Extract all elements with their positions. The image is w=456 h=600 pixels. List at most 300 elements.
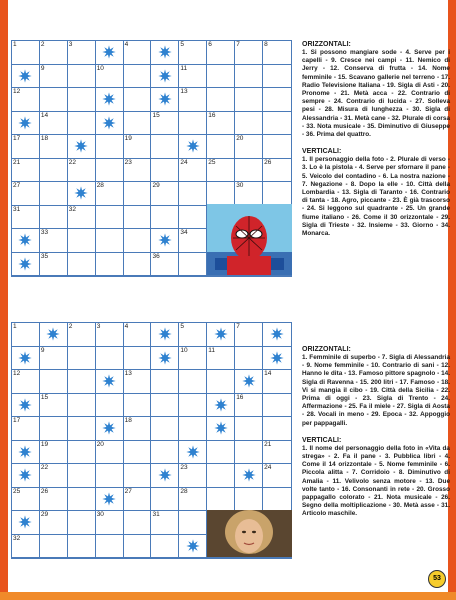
cell-number: 22 bbox=[40, 464, 49, 471]
cell-number: 26 bbox=[264, 158, 272, 166]
cell-number: 4 bbox=[124, 41, 129, 48]
cell-number: 3 bbox=[68, 41, 73, 48]
crossword-cell bbox=[96, 464, 124, 488]
crossword-cell bbox=[124, 253, 152, 277]
crossword-cell bbox=[68, 441, 96, 465]
crossword-cell bbox=[235, 41, 263, 65]
cell-number: 36 bbox=[152, 252, 160, 260]
cell-number: 24 bbox=[180, 158, 188, 166]
crossword-cell bbox=[40, 229, 68, 253]
cell-number: 20 bbox=[236, 135, 244, 142]
cell-number: 17 bbox=[13, 135, 21, 142]
crossword-black-cell bbox=[12, 229, 40, 253]
crossword-cell bbox=[179, 112, 207, 136]
star-icon bbox=[214, 421, 228, 435]
crossword-black-cell bbox=[207, 417, 235, 441]
cell-number: 15 bbox=[40, 393, 49, 401]
crossword-cell bbox=[96, 511, 124, 535]
crossword-cell bbox=[68, 41, 96, 65]
cell-number: 24 bbox=[264, 464, 272, 471]
crossword-cell bbox=[124, 206, 152, 230]
crossword-cell bbox=[207, 182, 235, 206]
cell-number: 28 bbox=[96, 182, 104, 189]
crossword-cell bbox=[263, 112, 291, 136]
crossword-cell bbox=[124, 535, 152, 559]
star-icon bbox=[18, 257, 32, 271]
crossword-cell bbox=[68, 488, 96, 512]
crossword-black-cell bbox=[263, 323, 291, 347]
crossword-cell bbox=[12, 135, 40, 159]
crossword-cell bbox=[124, 464, 152, 488]
crossword-cell bbox=[12, 488, 40, 512]
crossword-cell bbox=[235, 182, 263, 206]
cell-number: 25 bbox=[13, 487, 21, 495]
crossword-black-cell bbox=[12, 112, 40, 136]
crossword-cell bbox=[40, 159, 68, 183]
star-icon bbox=[158, 351, 172, 365]
crossword-black-cell bbox=[151, 323, 179, 347]
star-icon bbox=[158, 233, 172, 247]
crossword-cell bbox=[207, 88, 235, 112]
crossword-black-cell bbox=[235, 370, 263, 394]
crossword-cell bbox=[179, 417, 207, 441]
crossword-cell bbox=[68, 347, 96, 371]
cell-number: 21 bbox=[13, 158, 21, 166]
cell-number: 12 bbox=[13, 88, 21, 95]
crossword-black-cell bbox=[151, 464, 179, 488]
star-icon bbox=[158, 92, 172, 106]
crossword-cell bbox=[207, 112, 235, 136]
crossword-cell bbox=[68, 464, 96, 488]
cell-number: 25 bbox=[208, 158, 216, 166]
crossword-black-cell bbox=[12, 65, 40, 89]
crossword-cell bbox=[263, 417, 291, 441]
bottom-band bbox=[0, 592, 456, 600]
crossword-black-cell bbox=[68, 182, 96, 206]
star-icon bbox=[18, 233, 32, 247]
crossword-cell bbox=[12, 182, 40, 206]
crossword-cell bbox=[68, 394, 96, 418]
cell-number: 31 bbox=[152, 511, 160, 518]
crossword-black-cell bbox=[151, 347, 179, 371]
crossword-cell bbox=[235, 112, 263, 136]
crossword-black-cell bbox=[96, 88, 124, 112]
star-icon bbox=[270, 351, 284, 365]
star-icon bbox=[158, 327, 172, 341]
crossword-cell bbox=[12, 159, 40, 183]
crossword-cell bbox=[12, 41, 40, 65]
crossword-black-cell bbox=[12, 511, 40, 535]
cell-number: 6 bbox=[208, 41, 212, 48]
crossword-cell bbox=[124, 441, 152, 465]
crossword-cell bbox=[40, 135, 68, 159]
crossword-cell bbox=[179, 229, 207, 253]
crossword-cell bbox=[40, 441, 68, 465]
crossword-cell bbox=[179, 464, 207, 488]
cell-number: 10 bbox=[96, 64, 104, 72]
crossword-cell bbox=[124, 88, 152, 112]
cell-number: 13 bbox=[124, 370, 132, 377]
crossword-cell bbox=[151, 135, 179, 159]
cell-number: 29 bbox=[40, 511, 49, 518]
crossword-cell bbox=[179, 182, 207, 206]
cell-number: 2 bbox=[40, 41, 45, 48]
crossword-cell bbox=[40, 112, 68, 136]
cell-number: 11 bbox=[180, 64, 188, 72]
crossword-black-cell bbox=[12, 394, 40, 418]
cell-number: 32 bbox=[13, 534, 21, 542]
crossword-cell bbox=[96, 65, 124, 89]
crossword-cell bbox=[40, 182, 68, 206]
crossword-black-cell bbox=[68, 135, 96, 159]
crossword-cell bbox=[68, 417, 96, 441]
cell-number: 34 bbox=[180, 229, 188, 236]
crossword-cell bbox=[68, 229, 96, 253]
cell-number: 7 bbox=[236, 41, 240, 48]
cell-number: 1 bbox=[13, 41, 17, 48]
cell-number: 14 bbox=[264, 370, 272, 377]
crossword-2 bbox=[11, 322, 292, 559]
crossword-cell bbox=[207, 488, 235, 512]
crossword-cell bbox=[40, 253, 68, 277]
crossword-cell bbox=[207, 441, 235, 465]
crossword-cell bbox=[40, 488, 68, 512]
cell-number: 27 bbox=[13, 182, 21, 189]
crossword-black-cell bbox=[151, 41, 179, 65]
crossword-cell bbox=[124, 159, 152, 183]
crossword-black-cell bbox=[12, 347, 40, 371]
star-icon bbox=[18, 116, 32, 130]
crossword-cell bbox=[124, 229, 152, 253]
crossword-cell bbox=[96, 323, 124, 347]
star-icon bbox=[214, 398, 228, 412]
cell-number: 27 bbox=[124, 487, 132, 495]
crossword-cell bbox=[235, 394, 263, 418]
crossword-cell bbox=[207, 370, 235, 394]
crossword-black-cell bbox=[12, 253, 40, 277]
crossword-cell bbox=[124, 370, 152, 394]
crossword-cell bbox=[179, 88, 207, 112]
crossword-cell bbox=[207, 41, 235, 65]
star-icon bbox=[74, 186, 88, 200]
crossword-cell bbox=[179, 206, 207, 230]
clues-2 bbox=[302, 345, 450, 527]
crossword-cell bbox=[179, 65, 207, 89]
crossword-cell bbox=[124, 182, 152, 206]
crossword-cell bbox=[68, 253, 96, 277]
crossword-cell bbox=[12, 417, 40, 441]
cell-number: 19 bbox=[124, 135, 132, 142]
crossword-cell bbox=[40, 417, 68, 441]
star-icon bbox=[186, 539, 200, 553]
crossword-cell bbox=[235, 159, 263, 183]
crossword-cell bbox=[40, 206, 68, 230]
crossword-black-cell bbox=[151, 88, 179, 112]
crossword-cell bbox=[68, 112, 96, 136]
cell-number: 21 bbox=[264, 440, 272, 448]
crossword-cell bbox=[263, 159, 291, 183]
crossword-black-cell bbox=[151, 65, 179, 89]
cell-number: 28 bbox=[180, 487, 188, 495]
crossword-cell bbox=[68, 511, 96, 535]
orizzontali-clues-2: 1. Femminile di superbo - 7. Sigla di Alessandria - 9. Nome femminile - 10. Contrario di sani - 12. Hanno le dita - 13. Famoso pittore spagnolo - 14. Sigla di Ravenna - 15. 200 litri - 17. Famoso - 18. Vi si mangia il cibo - 19. Città della Sicilia - 22. Prima di oggi - 23. Sigla di Trento - 24. Affermazione - 25. Fa il miele - 27. Sigla di Aosta - 28. Vocali in meno - 29. Epoca - 32. Appoggio per pappagalli. bbox=[302, 354, 450, 427]
cell-number: 19 bbox=[40, 440, 49, 448]
crossword-cell bbox=[179, 253, 207, 277]
cell-number: 8 bbox=[264, 41, 268, 48]
crossword-cell bbox=[68, 88, 96, 112]
crossword-cell bbox=[207, 135, 235, 159]
crossword-cell bbox=[179, 323, 207, 347]
crossword-cell bbox=[235, 441, 263, 465]
crossword-black-cell bbox=[96, 370, 124, 394]
crossword-cell bbox=[179, 394, 207, 418]
star-icon bbox=[158, 45, 172, 59]
crossword-cell bbox=[12, 535, 40, 559]
crossword-cell bbox=[207, 159, 235, 183]
crossword-cell bbox=[151, 535, 179, 559]
crossword-cell bbox=[40, 464, 68, 488]
crossword-cell bbox=[235, 65, 263, 89]
page-number: 53 bbox=[428, 570, 446, 588]
crossword-cell bbox=[96, 229, 124, 253]
star-icon bbox=[74, 139, 88, 153]
cell-number: 15 bbox=[152, 111, 160, 119]
crossword-cell bbox=[151, 417, 179, 441]
star-icon bbox=[18, 69, 32, 83]
crossword-cell bbox=[151, 394, 179, 418]
cell-number: 29 bbox=[152, 182, 160, 189]
crossword-cell bbox=[124, 417, 152, 441]
crossword-cell bbox=[96, 206, 124, 230]
crossword-cell bbox=[263, 88, 291, 112]
crossword-black-cell bbox=[96, 488, 124, 512]
crossword-cell bbox=[263, 182, 291, 206]
verticali-clues-2: 1. Il nome del personaggio della foto in «Vita da strega» - 2. Fa il pane - 3. Pubblica libri - 4. Come il 14 orizzontale - 5. Nome femminile - 6. Piccola alitta - 7. Corridoio - 8. Diminutivo di Amalia - 11. Velivolo senza motore - 13. Due volte tanto - 16. Consonanti in rete - 20. Grosso pappagallo colorato - 21. Nota musicale - 26. Segno della moltiplicazione - 30. Metà asse - 31. Articolo maschile. bbox=[302, 444, 450, 518]
cell-number: 9 bbox=[40, 64, 45, 72]
cell-number: 20 bbox=[96, 440, 104, 448]
cell-number: 22 bbox=[68, 158, 77, 166]
cell-number: 4 bbox=[124, 323, 129, 330]
cell-number: 17 bbox=[13, 417, 21, 424]
star-icon bbox=[102, 116, 116, 130]
crossword-cell bbox=[40, 535, 68, 559]
cell-number: 7 bbox=[236, 323, 240, 330]
star-icon bbox=[102, 374, 116, 388]
star-icon bbox=[18, 515, 32, 529]
crossword-cell bbox=[263, 135, 291, 159]
star-icon bbox=[102, 45, 116, 59]
crossword-black-cell bbox=[151, 229, 179, 253]
crossword-cell bbox=[68, 370, 96, 394]
crossword-cell bbox=[40, 347, 68, 371]
crossword-cell bbox=[68, 206, 96, 230]
cell-number: 16 bbox=[236, 393, 244, 401]
cell-number: 18 bbox=[124, 417, 132, 424]
crossword-cell bbox=[96, 441, 124, 465]
crossword-cell bbox=[151, 370, 179, 394]
crossword-cell bbox=[124, 488, 152, 512]
crossword-cell bbox=[235, 417, 263, 441]
crossword-cell bbox=[263, 394, 291, 418]
crossword-black-cell bbox=[207, 323, 235, 347]
crossword-cell bbox=[40, 511, 68, 535]
star-icon bbox=[186, 445, 200, 459]
crossword-cell bbox=[124, 394, 152, 418]
star-icon bbox=[242, 468, 256, 482]
crossword-cell bbox=[151, 159, 179, 183]
crossword-cell bbox=[179, 488, 207, 512]
orizzontali-heading-1: ORIZZONTALI: bbox=[302, 41, 351, 48]
cell-number: 23 bbox=[180, 464, 188, 471]
crossword-black-cell bbox=[179, 535, 207, 559]
crossword-cell bbox=[124, 347, 152, 371]
cell-number: 12 bbox=[13, 370, 21, 377]
crossword-cell bbox=[124, 41, 152, 65]
crossword-cell bbox=[179, 159, 207, 183]
cell-number: 18 bbox=[40, 135, 49, 142]
crossword-cell bbox=[263, 65, 291, 89]
crossword-cell bbox=[96, 535, 124, 559]
crossword-cell bbox=[263, 464, 291, 488]
crossword-cell bbox=[151, 441, 179, 465]
crossword-cell bbox=[12, 206, 40, 230]
crossword-cell bbox=[179, 41, 207, 65]
crossword-cell bbox=[124, 65, 152, 89]
star-icon bbox=[242, 374, 256, 388]
crossword-cell bbox=[263, 488, 291, 512]
star-icon bbox=[102, 492, 116, 506]
crossword-black-cell bbox=[263, 347, 291, 371]
crossword-cell bbox=[235, 135, 263, 159]
crossword-cell bbox=[124, 511, 152, 535]
star-icon bbox=[18, 445, 32, 459]
verticali-heading-2: VERTICALI: bbox=[302, 436, 342, 444]
woman-photo bbox=[207, 510, 292, 557]
crossword-cell bbox=[40, 88, 68, 112]
clues-1 bbox=[302, 40, 450, 246]
crossword-cell bbox=[263, 441, 291, 465]
crossword-cell bbox=[207, 65, 235, 89]
star-icon bbox=[18, 398, 32, 412]
crossword-cell bbox=[151, 253, 179, 277]
crossword-black-cell bbox=[235, 464, 263, 488]
cell-number: 26 bbox=[40, 487, 49, 495]
crossword-cell bbox=[12, 88, 40, 112]
star-icon bbox=[46, 327, 60, 341]
crossword-black-cell bbox=[12, 441, 40, 465]
crossword-cell bbox=[124, 112, 152, 136]
star-icon bbox=[158, 468, 172, 482]
star-icon bbox=[270, 327, 284, 341]
star-icon bbox=[102, 92, 116, 106]
crossword-cell bbox=[235, 88, 263, 112]
verticali-heading-1: VERTICALI: bbox=[302, 148, 342, 156]
crossword-cell bbox=[96, 347, 124, 371]
crossword-cell bbox=[151, 112, 179, 136]
spider-man-illustration bbox=[207, 204, 292, 275]
crossword-cell bbox=[96, 394, 124, 418]
crossword-cell bbox=[12, 370, 40, 394]
crossword-cell bbox=[151, 206, 179, 230]
orizzontali-clues-1: 1. Si possono mangiare sode - 4. Serve per i capelli - 9. Cresce nei campi - 11. Nemico di Jerry - 12. Conserva di frutta - 14. Nome femminile - 15. Scavano gallerie nel terreno - 17. Radio Televisione Italiana - 19. Sigla di Asti - 20. Pronome - 21. Metà acca - 22. Contrario di sempre - 24. Contrario di lucida - 27. Solleva pesi - 28. Misura di lunghezza - 30. Sigla di Alessandria - 31. Metà cane - 32. Plurale di corsa - 33. Nota musicale - 35. Diminutivo di Giuseppe - 36. Prima del quattro. bbox=[302, 49, 450, 139]
cell-number: 5 bbox=[180, 323, 185, 330]
crossword-cell bbox=[207, 347, 235, 371]
crossword-cell bbox=[96, 135, 124, 159]
woman-portrait-illustration bbox=[207, 510, 292, 557]
cell-number: 31 bbox=[13, 205, 21, 213]
crossword-cell bbox=[68, 65, 96, 89]
cell-number: 23 bbox=[124, 158, 132, 166]
crossword-cell bbox=[207, 464, 235, 488]
crossword-cell bbox=[151, 182, 179, 206]
crossword-cell bbox=[40, 394, 68, 418]
cell-number: 35 bbox=[40, 252, 49, 260]
cell-number: 3 bbox=[96, 323, 101, 330]
cell-number: 2 bbox=[68, 323, 73, 330]
crossword-cell bbox=[263, 41, 291, 65]
crossword-cell bbox=[68, 159, 96, 183]
crossword-black-cell bbox=[179, 135, 207, 159]
star-icon bbox=[214, 327, 228, 341]
crossword-cell bbox=[96, 182, 124, 206]
cell-number: 13 bbox=[180, 88, 188, 95]
cell-number: 5 bbox=[180, 41, 185, 48]
crossword-cell bbox=[124, 323, 152, 347]
crossword-cell bbox=[151, 488, 179, 512]
cell-number: 1 bbox=[13, 323, 17, 330]
crossword-cell bbox=[68, 535, 96, 559]
crossword-black-cell bbox=[207, 394, 235, 418]
crossword-black-cell bbox=[40, 323, 68, 347]
star-icon bbox=[18, 468, 32, 482]
crossword-cell bbox=[151, 511, 179, 535]
star-icon bbox=[158, 69, 172, 83]
crossword-black-cell bbox=[12, 464, 40, 488]
crossword-cell bbox=[40, 65, 68, 89]
cell-number: 30 bbox=[236, 182, 244, 189]
crossword-cell bbox=[179, 347, 207, 371]
crossword-black-cell bbox=[96, 41, 124, 65]
crossword-black-cell bbox=[96, 112, 124, 136]
crossword-cell bbox=[124, 135, 152, 159]
cell-number: 10 bbox=[180, 346, 188, 354]
crossword-cell bbox=[235, 323, 263, 347]
crossword-black-cell bbox=[96, 417, 124, 441]
spider-man-photo bbox=[207, 204, 292, 275]
crossword-cell bbox=[40, 370, 68, 394]
cell-number: 11 bbox=[208, 346, 216, 354]
crossword-cell bbox=[40, 41, 68, 65]
cell-number: 33 bbox=[40, 229, 49, 236]
crossword-1 bbox=[11, 40, 292, 277]
crossword-cell bbox=[263, 370, 291, 394]
cell-number: 16 bbox=[208, 111, 216, 119]
cell-number: 9 bbox=[40, 346, 45, 354]
cell-number: 32 bbox=[68, 205, 77, 213]
crossword-cell bbox=[235, 488, 263, 512]
verticali-clues-1: 1. Il personaggio della foto - 2. Plurale di verso - 3. Lo è la pistola - 4. Serve per sfornare il pane - 5. Veicolo del contadino - 6. La nostra nazione - 7. Negazione - 8. Dopo la elle - 10. Città della Lombardia - 13. Sigla di Taranto - 16. Contrario di tanta - 18. Agro, piccante - 23. È già trascorso - 24. Si leggono sul quadrante - 25. Un grande fiume italiano - 26. Come il 30 orizzontale - 29. Sigla di Trieste - 32. Insieme - 33. Giorno - 34. Monarca. bbox=[302, 156, 450, 238]
star-icon bbox=[186, 139, 200, 153]
orizzontali-heading-2: ORIZZONTALI: bbox=[302, 346, 351, 353]
crossword-cell bbox=[179, 511, 207, 535]
left-border-stripe bbox=[0, 0, 8, 600]
star-icon bbox=[102, 421, 116, 435]
star-icon bbox=[18, 351, 32, 365]
crossword-cell bbox=[68, 323, 96, 347]
cell-number: 30 bbox=[96, 511, 104, 518]
crossword-cell bbox=[12, 323, 40, 347]
cell-number: 14 bbox=[40, 111, 49, 119]
